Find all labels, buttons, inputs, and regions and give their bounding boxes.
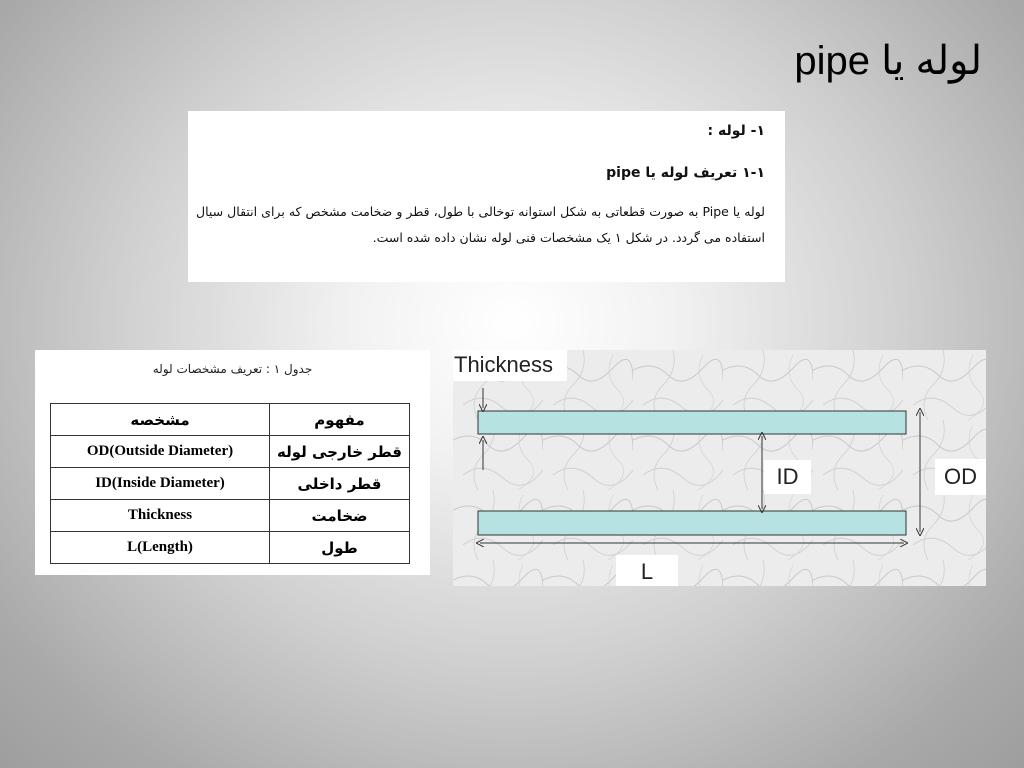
id-label: ID: [764, 460, 811, 494]
concept-cell: قطر خارجی لوله: [270, 436, 410, 468]
table-row: [51, 468, 410, 500]
spec-table: [50, 403, 410, 564]
table-row: [51, 532, 410, 564]
pipe-diagram: [453, 350, 986, 586]
spec-cell: Thickness: [51, 500, 270, 532]
section-heading: ۱- لوله :: [707, 123, 765, 139]
concept-cell: قطر داخلی: [270, 468, 410, 500]
definition-paragraph: لوله یا Pipe به صورت قطعاتی به شکل استوانه توخالی با طول، قطر و ضخامت مشخص که برای انتقال سیال استفاده می گردد. در شکل ۱ یک مشخصات فنی لوله نشان داده شده است.: [196, 204, 765, 245]
concept-cell: ضخامت: [270, 500, 410, 532]
marble-background: [453, 350, 986, 586]
pipe-bottom-wall: [478, 511, 906, 535]
pipe-top-wall: [478, 411, 906, 434]
header-spec: مشخصه: [51, 404, 270, 436]
spec-cell: L(Length): [51, 532, 270, 564]
table-row: [51, 436, 410, 468]
table-caption: جدول ۱ : تعریف مشخصات لوله: [152, 362, 313, 376]
subsection-heading: ۱-۱ تعریف لوله یا pipe: [606, 165, 765, 181]
table-header-row: [51, 404, 410, 436]
spec-cell: OD(Outside Diameter): [51, 436, 270, 468]
pipe-diagram-graphic: [453, 350, 986, 586]
concept-cell: طول: [270, 532, 410, 564]
spec-table-box: [35, 350, 430, 575]
definition-box: [188, 111, 785, 282]
spec-cell: ID(Inside Diameter): [51, 468, 270, 500]
length-label: L: [616, 555, 678, 586]
table-row: [51, 500, 410, 532]
od-label: OD: [935, 459, 986, 495]
header-concept: مفهوم: [270, 404, 410, 436]
slide-title: لوله یا pipe: [794, 39, 982, 83]
thickness-label: Thickness: [453, 350, 567, 381]
